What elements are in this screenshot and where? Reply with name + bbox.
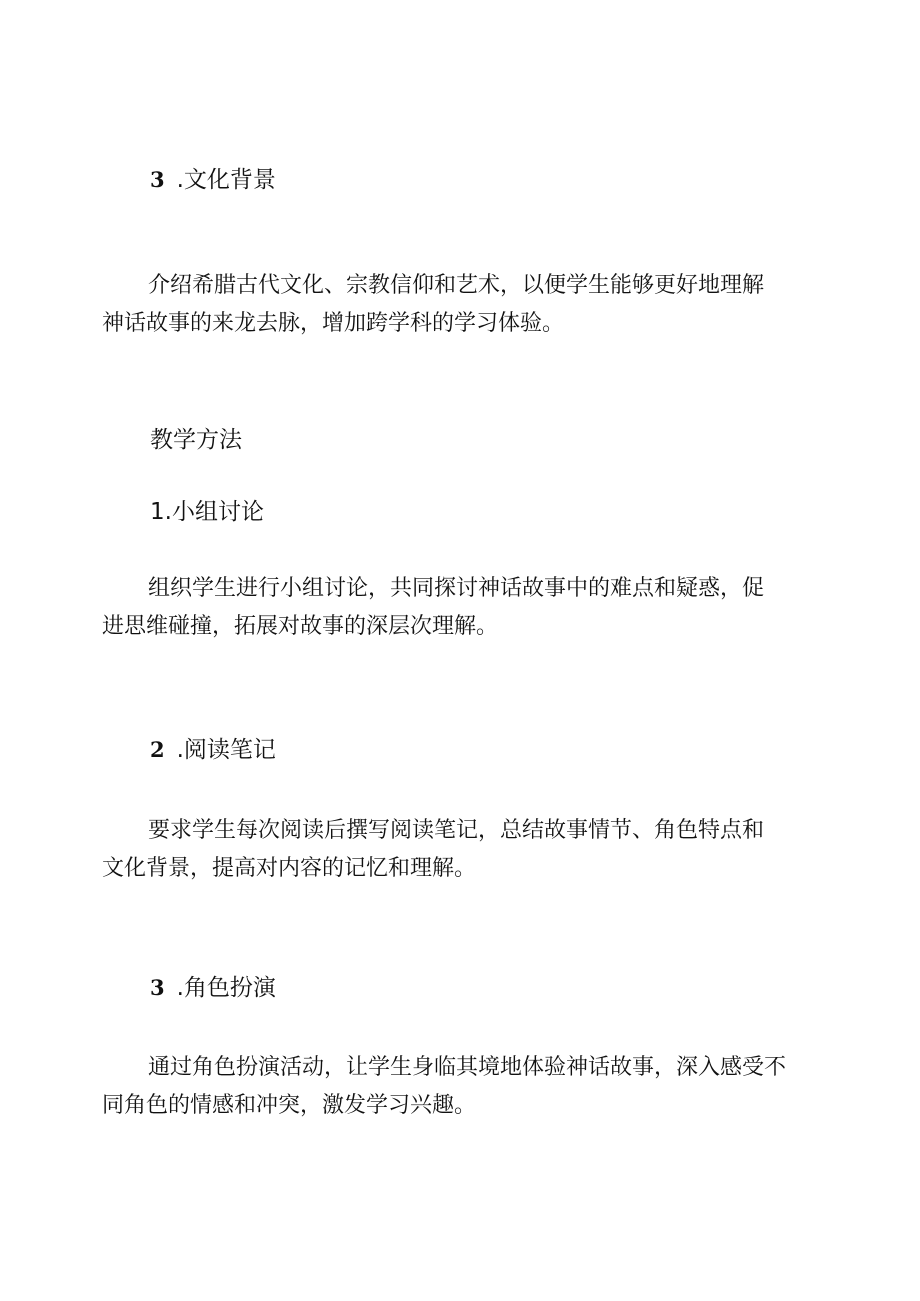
heading-title: .阅读笔记 xyxy=(176,737,276,763)
heading-title: .文化背景 xyxy=(176,167,276,193)
paragraph-group-discussion xyxy=(102,570,765,646)
paragraph-line: 组织学生进行小组讨论，共同探讨神话故事中的难点和疑惑，促 xyxy=(148,576,765,601)
heading-reading-notes xyxy=(150,735,276,765)
heading-culture-background xyxy=(150,165,276,195)
heading-title: .角色扮演 xyxy=(176,975,276,1001)
heading-title: 1.小组讨论 xyxy=(150,499,264,525)
paragraph-line: 介绍希腊古代文化、宗教信仰和艺术，以便学生能够更好地理解 xyxy=(148,273,765,298)
heading-number: 3 xyxy=(150,167,165,192)
heading-number: 2 xyxy=(150,737,165,762)
paragraph-line: 神话故事的来龙去脉，增加跨学科的学习体验。 xyxy=(102,311,565,336)
paragraph-line: 通过角色扮演活动，让学生身临其境地体验神话故事，深入感受不 xyxy=(148,1055,787,1080)
heading-role-play xyxy=(150,973,276,1003)
paragraph-role-play xyxy=(102,1049,787,1125)
paragraph-line: 文化背景，提高对内容的记忆和理解。 xyxy=(102,856,477,881)
heading-teaching-methods xyxy=(150,425,242,455)
heading-title: 教学方法 xyxy=(150,427,242,453)
paragraph-reading-notes xyxy=(102,812,765,888)
paragraph-culture-background xyxy=(102,267,765,343)
heading-group-discussion xyxy=(150,497,264,527)
paragraph-line: 进思维碰撞，拓展对故事的深层次理解。 xyxy=(102,614,499,639)
paragraph-line: 要求学生每次阅读后撰写阅读笔记，总结故事情节、角色特点和 xyxy=(148,818,765,843)
heading-number: 3 xyxy=(150,975,165,1000)
paragraph-line: 同角色的情感和冲突，激发学习兴趣。 xyxy=(102,1093,477,1118)
